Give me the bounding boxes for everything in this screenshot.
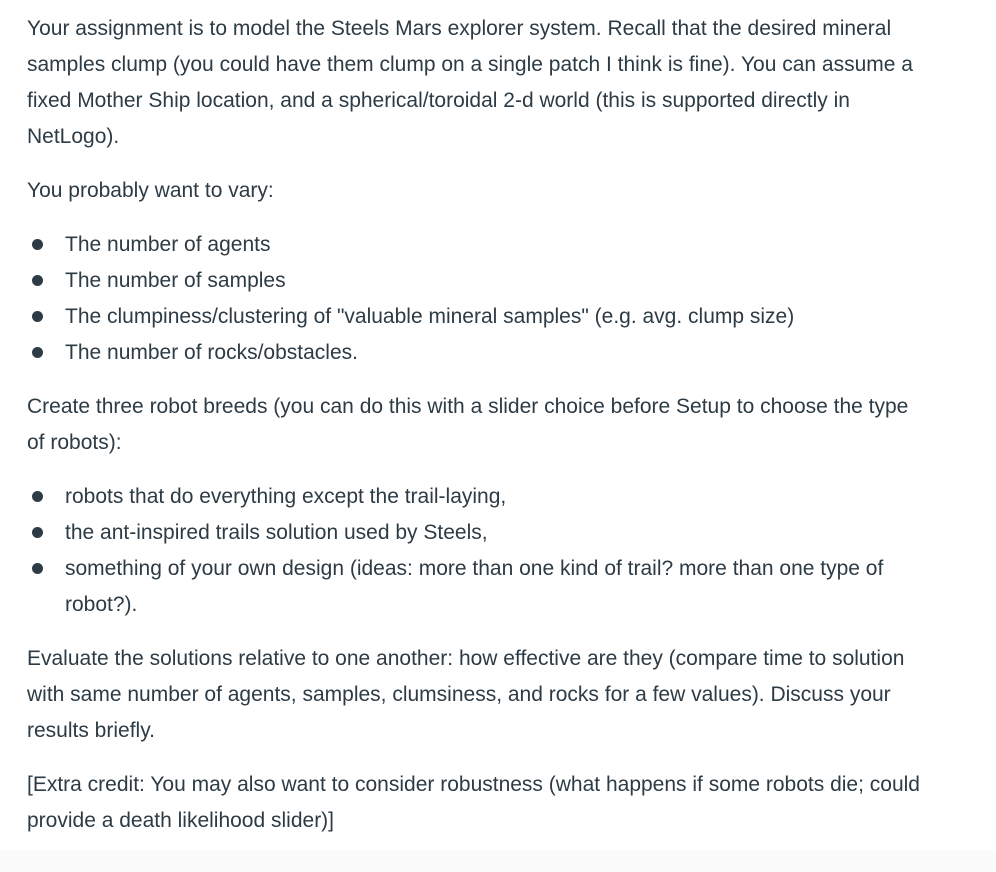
list-item-text: something of your own design (ideas: more than one kind of trail? more than one type of robot?).	[65, 557, 884, 616]
bullet-icon	[32, 239, 43, 250]
list-item-text: The clumpiness/clustering of "valuable mineral samples" (e.g. avg. clump size)	[65, 305, 795, 328]
assignment-content	[27, 11, 927, 839]
list-item-text: the ant-inspired trails solution used by Steels,	[65, 521, 488, 544]
bullet-icon	[32, 275, 43, 286]
breeds-list	[27, 479, 927, 623]
list-item	[27, 299, 927, 335]
bullet-icon	[32, 347, 43, 358]
list-item-text: The number of samples	[65, 269, 286, 292]
list-item	[27, 551, 927, 623]
list-item-text: robots that do everything except the trail-laying,	[65, 485, 507, 508]
extra-credit-paragraph: [Extra credit: You may also want to consider robustness (what happens if some robots die; could provide a death likelihood slider)]	[27, 773, 920, 832]
bullet-icon	[32, 527, 43, 538]
vary-list	[27, 227, 927, 371]
bullet-icon	[32, 311, 43, 322]
list-item	[27, 227, 927, 263]
page-bottom-edge	[0, 850, 996, 872]
evaluate-paragraph: Evaluate the solutions relative to one another: how effective are they (compare time to solution with same number of agents, samples, clumsiness, and rocks for a few values). Discuss your results briefly.	[27, 647, 905, 742]
list-item	[27, 515, 927, 551]
vary-heading: You probably want to vary:	[27, 179, 274, 202]
list-item-text: The number of agents	[65, 233, 271, 256]
list-item	[27, 335, 927, 371]
intro-paragraph: Your assignment is to model the Steels Mars explorer system. Recall that the desired mineral samples clump (you could have them clump on a single patch I think is fine). You can assume a fixed Mother Ship location, and a spherical/toroidal 2-d world (this is supported directly in NetLogo).	[27, 17, 913, 148]
list-item-text: The number of rocks/obstacles.	[65, 341, 358, 364]
list-item	[27, 263, 927, 299]
list-item	[27, 479, 927, 515]
breeds-paragraph: Create three robot breeds (you can do this with a slider choice before Setup to choose the type of robots):	[27, 395, 909, 454]
bullet-icon	[32, 563, 43, 574]
bullet-icon	[32, 491, 43, 502]
